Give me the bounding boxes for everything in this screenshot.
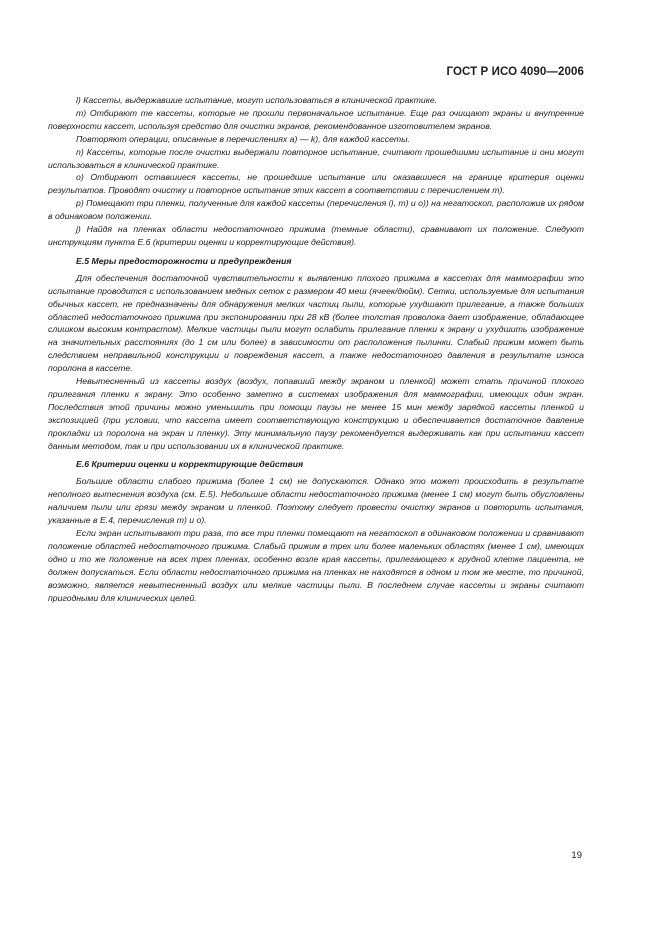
paragraph: Невытесненный из кассеты воздух (воздух, попавший между экраном и пленкой) может стать причиной плохого прилегания пленки к экрану. Это особенно заметно в системах изображения для маммографии, имеющих один экран. Последствия этой причины можно уменьшить при помощи паузы не менее 15 мин между зарядкой кассеты пленкой и экспозицией (при условии, что кассета имеет соответствующую конструкцию и обеспечивается достаточное давление прокладки из поролона на экран и пленку). Эту минимальную паузу рекомендуется выдерживать как при испытании кассет данным методом, так и при использовании их в клинической практике. xyxy=(48,376,584,451)
repeat-instruction: Повторяют операции, описанные в перечислениях a) — k), для каждой кассеты. xyxy=(76,133,410,144)
document-header: ГОСТ Р ИСО 4090—2006 xyxy=(446,66,584,78)
paragraph: Если экран испытывают три раза, то все три пленки помещают на негатоскоп в одинаковом положении и сравнивают положение областей недостаточного прижима. Слабый прижим в трех или более маленьких областях (менее 1 см), имеющих одно и то же положение на всех трех пленках, особенно возле края кассеты, прилегающего к грудной клетке пациента, не должен допускаться. Если области недостаточного прижима на пленках не находятся в одном и том же месте, то причиной, возможно, является невытесненный воздух или мелкие частицы пыли. В последнем случае кассеты и экраны считают пригодными для клинических целей. xyxy=(48,528,584,603)
document-body xyxy=(48,94,584,604)
list-item-j: j) Найдя на пленках области недостаточного прижима (темные области), сравнивают их положение. Следуют инструкциям пункта Е.6 (критерии оценки и корректирующие действия). xyxy=(48,224,584,247)
list-item-p: p) Помещают три пленки, полученные для каждой кассеты (перечисления i), m) и o)) на негатоскоп, расположив их рядом в одинаковом положении. xyxy=(48,198,584,222)
page-number: 19 xyxy=(571,850,582,861)
paragraph: Большие области слабого прижима (более 1 см) не допускаются. Однако это может происходить в результате неполного вытеснения воздуха (см. Е.5). Небольшие области недостаточного прижима (менее 1 см) могут быть обусловлены наличием пыли или грязи между экраном и пленкой. Поэтому следует провести очистку экранов и повторить испытания, указанные в Е.4, перечисления m) и o). xyxy=(48,476,584,526)
list-item-m: m) Отбирают те кассеты, которые не прошли первоначальное испытание. Еще раз очищают экраны и внутренние поверхности кассет, используя средство для очистки экранов, рекомендованное изготовителем экранов. xyxy=(48,107,584,131)
section-heading-e5: Е.5 Меры предосторожности и предупреждения xyxy=(76,255,292,266)
paragraph: Для обеспечения достаточной чувствительности к выявлению плохого прижима в кассетах для маммографии это испытание проводится с использованием медных сеток с размером 40 меш (ячеек/дюйм). Сетки, используемые для испытания обычных кассет, не предназначены для обнаружения мелких частиц пыли, которые ухудшают прилегание, а также больших областей недостаточного прижима при экспонировании при 28 кВ (более толстая проволока дает изображение, обладающее слишком высоким контрастом). Мелкие частицы пыли могут ослабить прилегание пленки к экрану и ухудшить изображение на значительных расстояниях (до 1 см или более) в зависимости от расположения пылинки. Слабый прижим может быть следствием неправильной конструкции и повреждения кассет, а также недостаточного давления в результате износа поролона в кассете. xyxy=(48,272,584,374)
list-item-n: n) Кассеты, которые после очистки выдержали повторное испытание, считают прошедшими испытание и они могут использоваться в клинической практике. xyxy=(48,146,584,170)
section-heading-e6: Е.6 Критерии оценки и корректирующие действия xyxy=(76,459,304,470)
list-item-l: l) Кассеты, выдержавшие испытание, могут использоваться в клинической практике. xyxy=(76,95,438,105)
list-continuation xyxy=(48,94,584,249)
list-item-o: o) Отбирают оставшиеся кассеты, не прошедшие испытание или оказавшиеся на границе критерия оценки результатов. Проводят очистку и повторное испытание этих кассет в соответствии с перечислением m). xyxy=(48,172,584,196)
